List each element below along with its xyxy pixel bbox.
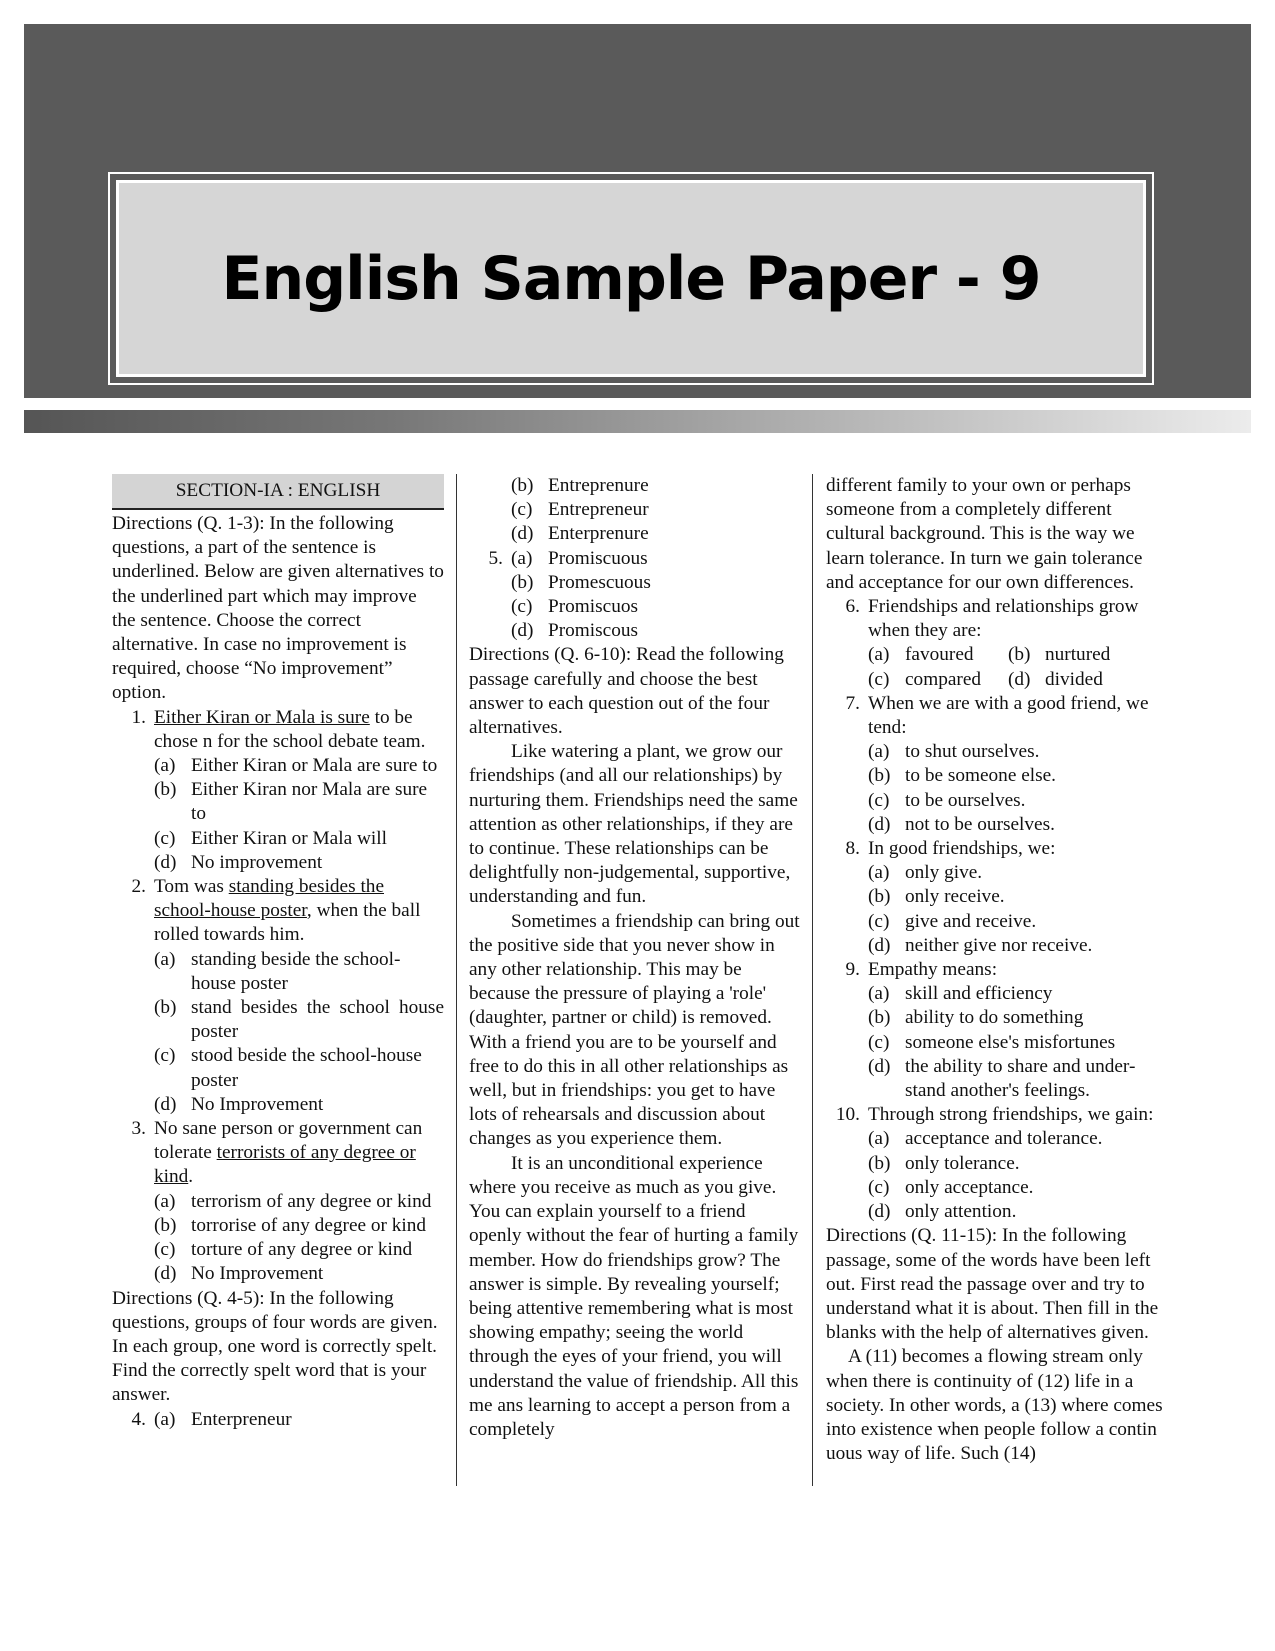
option-text: to be someone else. [905,765,1056,787]
option-letter: (a) [154,1190,176,1212]
option-letter: (b) [868,1007,891,1029]
option [112,1214,444,1238]
option [469,474,801,498]
option-text: neither give nor receive. [905,934,1093,956]
question-text: When we are with a good friend, we tend: [868,692,1149,739]
question-9 [826,958,1171,982]
option-text: Either Kiran or Mala will [191,827,387,849]
option-text: torture of any degree or kind [191,1239,413,1261]
question-number: 7. [845,692,860,714]
option-text: Promescuous [548,571,651,593]
option-letter: (d) [868,934,891,956]
option [826,1055,1171,1103]
option-text: skill and efficiency [905,983,1053,1005]
option-text: Promiscuos [548,596,638,618]
option [112,754,444,778]
option-letter: (c) [154,1239,176,1261]
option-letter: (a) [868,983,890,1005]
option-letter: (b) [154,779,177,801]
option [826,1127,1171,1151]
column-divider [456,474,457,1486]
question-text: Friendships and relationships grow when they are: [868,596,1139,642]
option-letter: (a) [868,741,890,763]
question-text [154,875,444,948]
column-divider [812,474,813,1486]
directions-1-3: Directions (Q. 1-3): In the following questions, a part of the sentence is underlined. Below are given alternatives to the underlined part which may improve the sentence. Choose the correct alternative. In case no improvement is required, choose “No improvement” option. [112,513,444,704]
option-letter: (b) [154,997,177,1019]
option-letter: (b) [511,475,534,496]
option-letter: (b) [868,1152,891,1174]
underlined-part: terrorists of any degree or kind [154,1142,416,1188]
option [112,851,444,875]
question-8 [826,837,1171,861]
question-4 [112,1408,444,1432]
cloze-passage: A (11) becomes a flowing stream only when there is continuity of (12) life in a society. In other words, a (13) where comes into existence when people follow a contin uous way of life. Such (14) [826,1346,1163,1465]
option [826,1200,1171,1224]
question-6 [826,595,1171,643]
directions-4-5: Directions (Q. 4-5): In the following questions, groups of four words are given. In each group, one word is correctly spelt. Find the correctly spelt word that is your answer. [112,1287,438,1406]
question-text: In good friendships, we: [868,838,1056,860]
option [469,595,801,619]
title-box [116,180,1146,377]
option-text: Entrepreneur [548,499,649,521]
gradient-strip [24,410,1251,433]
option [469,498,801,522]
question-2 [112,875,444,948]
option [469,571,801,595]
column-1 [112,474,444,1489]
option [112,948,444,996]
question-number: 8. [845,838,860,860]
option [826,764,1171,788]
question-text [154,706,444,754]
option-text: to shut ourselves. [905,741,1040,763]
option [112,1044,444,1092]
option-letter: (a) [868,1128,890,1150]
option-text: Either Kiran nor Mala are sure to [191,779,428,825]
option-letter: (b) [154,1214,177,1236]
option-letter: (b) [868,765,891,787]
option-text: compared [905,668,982,690]
option [826,1152,1171,1176]
option-text: No Improvement [191,1263,324,1285]
section-heading: SECTION-IA : ENGLISH [112,474,444,510]
page-title: English Sample Paper - 9 [221,243,1041,314]
question-1 [112,706,444,754]
option [469,619,801,643]
passage-paragraph-3-continued: different family to your own or perhaps someone from a completely different cultural background. This is the way we learn tolerance. In turn we gain tolerance and acceptance for our own differences. [826,475,1143,593]
option-letter: (c) [154,1045,176,1067]
option-letter: (c) [868,789,890,811]
option-text: only give. [905,862,983,884]
question-text-rest: . [188,1166,194,1188]
option [826,885,1171,909]
passage-paragraph-3: It is an unconditional experience where you receive as much as you give. You can explain yourself to a friend openly without the fear of hurting a family member. How do friendships grow? The answer is simple. By revealing yourself; being attentive remembering what is most showing empathy; seeing the world through the eyes of your friend, you will understand the value of friendship. All this me ans learning to accept a person from a completely [469,1152,799,1440]
option-text: someone else's misfortunes [905,1031,1116,1053]
question-text-pre: Tom was [154,876,229,898]
option [826,1031,1171,1055]
option [112,1093,444,1117]
option-letter: (c) [868,668,890,690]
option-row [826,668,1171,692]
option-letter: (a) [154,1408,176,1430]
option-letter: (c) [154,827,176,849]
option-text: Promiscuous [548,547,648,569]
option-letter: (d) [511,620,534,642]
option-letter: (d) [154,851,177,873]
question-number: 9. [845,959,860,981]
option [112,778,444,826]
directions-11-15: Directions (Q. 11-15): In the following passage, some of the words have been left out. First read the passage over and try to understand what it is about. Then fill in the blanks with the help of alternatives given. [826,1225,1159,1344]
option [112,1238,444,1262]
question-text: Empathy means: [868,959,998,981]
option-text: stood beside the school-house poster [191,1045,422,1091]
option-text: nurtured [1045,644,1111,666]
question-number: 6. [845,596,860,618]
option-text: divided [1045,668,1103,690]
question-5 [469,547,801,571]
option-text: only acceptance. [905,1176,1034,1198]
option-text: torrorise of any degree or kind [191,1214,427,1236]
question-10 [826,1103,1171,1127]
option-text: ability to do something [905,1007,1084,1029]
option-text: No Improvement [191,1093,324,1115]
underlined-part: Either Kiran or Mala is sure [154,706,370,728]
question-text [154,1117,444,1190]
option [469,522,801,546]
underlined-part: standing besides the school-house poster [154,876,384,922]
question-text: Through strong friendships, we gain: [868,1104,1154,1126]
option-letter: (a) [154,948,176,970]
option-text: the ability to share and under-stand another's feelings. [905,1055,1136,1102]
option-text: Enterprenure [548,523,649,545]
option-text: No improvement [191,851,323,873]
option-text: acceptance and tolerance. [905,1128,1103,1150]
title-frame [108,172,1154,385]
passage-paragraph-2: Sometimes a friendship can bring out the positive side that you never show in any other relationship. This may be because the pressure of playing a 'role' (daughter, partner or child) is removed. With a friend you are to be yourself and free to do this in all other relationships as well, but in friendships: you get to have lots of rehearsals and discussion about changes as you experience them. [469,910,800,1150]
option-letter: (d) [154,1263,177,1285]
question-number: 5. [488,547,503,569]
option-text: terrorism of any degree or kind [191,1190,432,1212]
option [112,1262,444,1286]
question-7 [826,692,1171,740]
question-3 [112,1117,444,1190]
option-letter: (c) [511,596,533,618]
option-text: Either Kiran or Mala are sure to [191,755,438,777]
option-text: give and receive. [905,910,1037,932]
option-text: only attention. [905,1201,1017,1223]
option-letter: (a) [868,862,890,884]
question-text-rest: , when the ball rolled towards him. [154,900,421,946]
option [826,861,1171,885]
question-option-first [511,547,801,571]
option-text: favoured [905,644,974,666]
option-row [826,643,1171,667]
option-letter: (d) [868,1055,891,1077]
option [826,982,1171,1006]
option [826,934,1171,958]
option-text: only receive. [905,886,1005,908]
option-letter: (c) [868,1031,890,1053]
option-text: to be ourselves. [905,789,1026,811]
option [826,740,1171,764]
option [112,1190,444,1214]
option-text: stand besides the school house poster [191,997,444,1043]
option-letter: (d) [868,813,891,835]
option [826,910,1171,934]
option-text: Promiscous [548,620,638,642]
option-letter: (d) [868,1201,891,1223]
option-letter: (b) [511,571,534,593]
option [826,789,1171,813]
question-number: 2. [131,876,146,898]
option-letter: (c) [868,1176,890,1198]
option-letter: (c) [511,499,533,521]
option [826,813,1171,837]
column-2 [469,474,801,1489]
question-number: 10. [835,1104,860,1126]
option-text: only tolerance. [905,1152,1020,1174]
option-letter: (c) [868,910,890,932]
question-text-pre: No sane person or government can tolerate [154,1118,423,1164]
option-letter: (a) [154,755,176,777]
option-text: Entreprenure [548,475,649,496]
option [112,827,444,851]
option-letter: (d) [511,523,534,545]
option-letter: (a) [868,644,890,666]
question-option-first [154,1408,444,1432]
option-letter: (d) [1008,668,1031,690]
question-number: 1. [131,706,146,728]
option-text: standing beside the school-house poster [191,948,401,994]
option [112,996,444,1044]
question-text-rest: to be chose n for the school debate team. [154,706,426,752]
question-number: 3. [131,1118,146,1140]
option-text: not to be ourselves. [905,813,1055,835]
option [826,1006,1171,1030]
question-number: 4. [131,1408,146,1430]
passage-paragraph-1: Like watering a plant, we grow our friendships (and all our relationships) by nurturing them. Friendships need the same attention as other relationships, if they are to continue. These relationships can be delightfully non-judgemental, supportive, understanding and fun. [469,741,798,908]
option-letter: (d) [154,1093,177,1115]
option-letter: (b) [868,886,891,908]
option-letter: (a) [511,547,533,569]
option [826,1176,1171,1200]
option-text: Enterpreneur [191,1408,292,1430]
option-letter: (b) [1008,644,1031,666]
column-3 [826,474,1171,1489]
directions-6-10: Directions (Q. 6-10): Read the following passage carefully and choose the best answer to each question out of the four alternatives. [469,644,784,739]
